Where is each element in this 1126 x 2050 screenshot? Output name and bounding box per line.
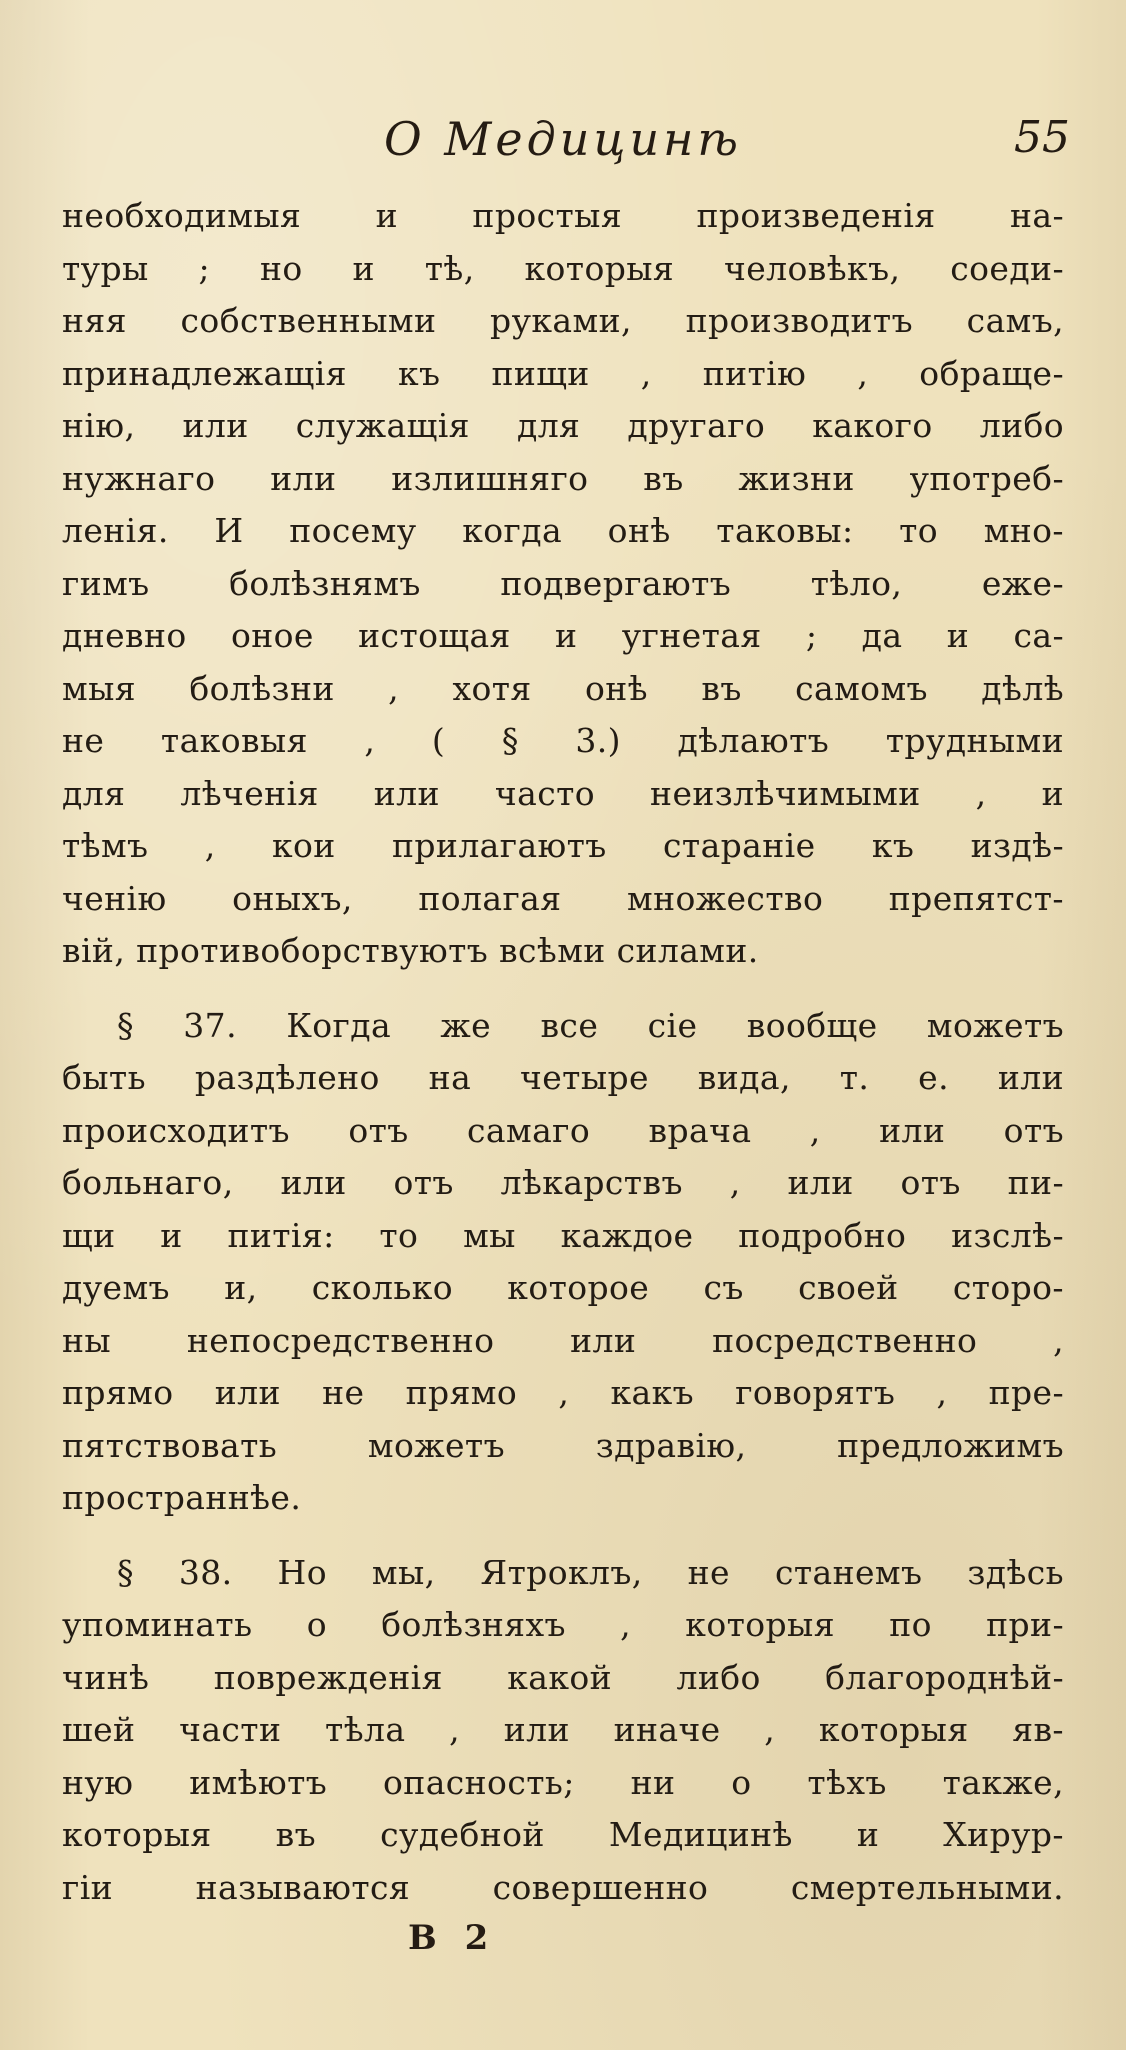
text-line: ченію оныхъ, полагая множество препятст- (62, 878, 1064, 918)
text-line: туры ; но и тѣ, которыя человѣкъ, соеди- (62, 248, 1064, 288)
text-line: ную имѣютъ опасность; ни о тѣхъ также, (62, 1762, 1064, 1802)
text-line: пятствовать можетъ здравію, предложимъ (62, 1425, 1064, 1465)
text-line: для лѣченія или часто неизлѣчимыми , и (62, 773, 1064, 813)
text-line: которыя въ судебной Медицинѣ и Хирур- (62, 1815, 1064, 1854)
paragraph-section-38 (62, 1547, 1064, 1915)
text-line: дневно оное истощая и угнетая ; да и са- (62, 616, 1064, 655)
paragraph-section-37 (62, 1000, 1064, 1525)
text-line: няя собственными руками, производитъ самъ, (62, 301, 1064, 340)
text-line: необходимыя и простыя произведенія на- (62, 196, 1064, 235)
text-line: быть раздѣлено на четыре вида, т. е. или (62, 1058, 1064, 1097)
text-line: тѣмъ , кои прилагаютъ стараніе къ издѣ- (62, 826, 1064, 865)
body-text (62, 190, 1064, 1914)
text-line: вій, противоборствуютъ всѣми силами. (62, 931, 759, 970)
section-heading-line: § 37. Когда же все сіе вообще можетъ (117, 1005, 1064, 1045)
text-line: мыя болѣзни , хотя онѣ въ самомъ дѣлѣ (62, 668, 1064, 708)
text-line: упоминать о болѣзняхъ , которыя по при- (62, 1605, 1064, 1644)
text-line: пространнѣе. (62, 1478, 302, 1517)
paragraph-1 (62, 190, 1064, 978)
text-line: щи и питія: то мы каждое подробно изслѣ- (62, 1215, 1064, 1255)
text-line: чинѣ поврежденія какой либо благороднѣй- (62, 1657, 1064, 1697)
text-line: принадлежащія къ пищи , питію , обраще- (62, 353, 1064, 393)
text-line: шей части тѣла , или иначе , которыя яв- (62, 1710, 1064, 1749)
text-line: гимъ болѣзнямъ подвергаютъ тѣло, еже- (62, 563, 1064, 603)
text-line: ны непосредственно или посредственно , (62, 1320, 1064, 1360)
text-line: нію, или служащія для другаго какого либо (62, 406, 1064, 445)
text-line: прямо или не прямо , какъ говорятъ , пре- (62, 1373, 1064, 1412)
text-line: больнаго, или отъ лѣкарствъ , или отъ пи- (62, 1163, 1064, 1202)
text-line: происходитъ отъ самаго врача , или отъ (62, 1110, 1064, 1150)
section-heading-line: § 38. Но мы, Ятроклъ, не станемъ здѣсь (117, 1552, 1064, 1592)
running-title: О Медицинѣ (383, 112, 743, 166)
page-number: 55 (1014, 112, 1070, 163)
text-line: нужнаго или излишняго въ жизни употреб- (62, 458, 1064, 498)
text-line: гіи называются совершенно смертельными. (62, 1867, 1064, 1907)
signature-mark: В 2 (408, 1918, 497, 1958)
text-line: дуемъ и, сколько которое съ своей сторо- (62, 1268, 1064, 1307)
page-header (56, 112, 1070, 182)
text-line: не таковыя , ( § 3.) дѣлаютъ трудными (62, 721, 1064, 760)
text-line: ленія. И посему когда онѣ таковы: то мно- (62, 511, 1064, 550)
